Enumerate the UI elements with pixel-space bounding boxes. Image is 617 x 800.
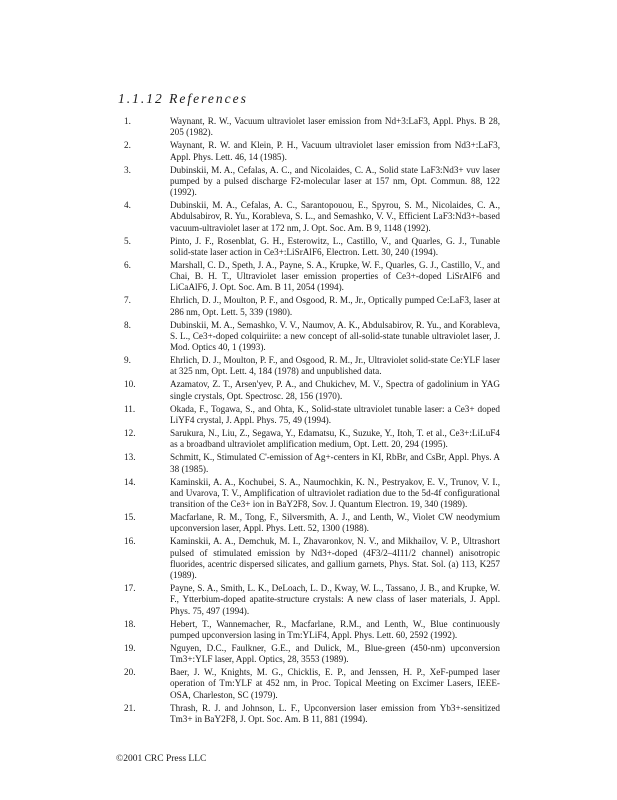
reference-number: 19. [124, 642, 136, 653]
reference-list [122, 116, 500, 727]
reference-text: Azamatov, Z. T., Arsen'yev, P. A., and Chukichev, M. V., Spectra of gadolinium in YAG single crystals, Opt. Spectrosc. 28, 156 (1970). [170, 379, 500, 401]
reference-number: 5. [124, 235, 131, 246]
reference-item [122, 512, 500, 534]
reference-number: 18. [124, 618, 136, 629]
reference-item [122, 116, 500, 138]
reference-text: Hebert, T., Wannemacher, R., Macfarlane, R.M., and Lenth, W., Blue continuously pumped upconversion lasing in Tm:YLiF4, Appl. Phys. Lett. 60, 2592 (1992). [170, 618, 500, 640]
reference-item [122, 236, 500, 258]
section-heading: 1.1.12 References [118, 91, 248, 106]
reference-text: Pinto, J. F., Rosenblat, G. H., Esterowitz, L., Castillo, V., and Quarles, G. J., Tunable solid-state laser action in Ce3+:LiSrAlF6, Electron. Lett. 30, 240 (1994). [170, 235, 500, 257]
reference-text: Ehrlich, D. J., Moulton, P. F., and Osgood, R. M., Jr., Optically pumped Ce:LaF3, laser at 286 nm, Opt. Lett. 5, 339 (1980). [170, 295, 500, 317]
reference-item [122, 260, 500, 294]
reference-item [122, 295, 500, 317]
reference-text: Dubinskii, M. A., Cefalas, A. C., and Nicolaides, C. A., Solid state LaF3:Nd3+ vuv laser pumped by a pulsed discharge F2-molecular laser at 157 nm, Opt. Commun. 88, 122 (1992). [170, 164, 500, 197]
reference-text: Sarukura, N., Liu, Z., Segawa, Y., Edamatsu, K., Suzuke, Y., Itoh, T. et al., Ce3+:LiLuF4 as a broadband ultraviolet amplification medium, Opt. Lett. 20, 294 (1995). [170, 428, 500, 450]
reference-number: 15. [124, 512, 136, 523]
reference-item [122, 619, 500, 641]
reference-number: 10. [124, 379, 136, 390]
reference-text: Marshall, C. D., Speth, J. A., Payne, S. A., Krupke, W. F., Quarles, G. J., Castillo, V., and Chai, B. H. T., Ultraviolet laser emission properties of Ce3+-doped LiSrAlF6 and LiCaAlF6, J. Opt. Soc. Am. B 11, 2054 (1994). [170, 259, 500, 293]
reference-item [122, 452, 500, 474]
reference-item [122, 643, 500, 665]
reference-text: Schmitt, K., Stimulated C'-emission of Ag+-centers in KI, RbBr, and CsBr, Appl. Phys. A 38 (1985). [170, 452, 500, 474]
reference-text: Kaminskii, A. A., Kochubei, S. A., Naumochkin, K. N., Pestryakov, E. V., Trunov, V. I., and Uvarova, T. V., Amplification of ultraviolet radiation due to the 5d-4f configurational transition of the Ce3+ ion in BaY2F8, Sov. J. Quantum Electron. 19, 340 (1989). [170, 476, 500, 510]
reference-number: 4. [124, 200, 131, 211]
reference-text: Waynant, R. W., Vacuum ultraviolet laser emission from Nd+3:LaF3, Appl. Phys. B 28, 205 (1982). [170, 116, 500, 138]
reference-text: Ehrlich, D. J., Moulton, P. F., and Osgood, R. M., Jr., Ultraviolet solid-state Ce:YLF laser at 325 nm, Opt. Lett. 4, 184 (1978) and unpublished data. [170, 355, 500, 377]
reference-text: Waynant, R. W. and Klein, P. H., Vacuum ultraviolet laser emission from Nd3+:LaF3, Appl. Phys. Lett. 46, 14 (1985). [170, 140, 500, 162]
reference-number: 6. [124, 259, 131, 270]
reference-item [122, 165, 500, 199]
reference-number: 20. [124, 667, 136, 678]
reference-text: Payne, S. A., Smith, L. K., DeLoach, L. D., Kway, W. L., Tassano, J. B., and Krupke, W. F., Ytterbium-doped apatite-structure crystals: A new class of laser materials, J. Appl. Phys. 75, 497 (1994). [170, 583, 500, 616]
reference-item [122, 200, 500, 234]
reference-number: 14. [124, 476, 136, 487]
reference-text: Thrash, R. J. and Johnson, L. F., Upconversion laser emission from Yb3+-sensitized Tm3+ in BaY2F8, J. Opt. Soc. Am. B 11, 881 (1994). [170, 702, 500, 724]
reference-text: Okada, F., Togawa, S., and Ohta, K., Solid-state ultraviolet tunable laser: a Ce3+ doped LiYF4 crystal, J. Appl. Phys. 75, 49 (1994). [170, 403, 500, 425]
reference-item [122, 404, 500, 426]
reference-number: 7. [124, 295, 131, 306]
reference-item [122, 477, 500, 511]
reference-item [122, 320, 500, 354]
reference-text: Nguyen, D.C., Faulkner, G.E., and Dulick, M., Blue-green (450-nm) upconversion Tm3+:YLF laser, Appl. Optics, 28, 3553 (1989). [170, 642, 500, 665]
reference-number: 2. [124, 140, 131, 151]
reference-item [122, 667, 500, 701]
reference-item [122, 140, 500, 162]
reference-number: 11. [124, 403, 136, 414]
reference-number: 21. [124, 702, 136, 713]
reference-number: 9. [124, 355, 131, 366]
reference-text: Dubinskii, M. A., Semashko, V. V., Naumov, A. K., Abdulsabirov, R. Yu., and Korableva, S. L., Ce3+-doped colquiriite: a new concept of all-solid-state tunable ultraviolet laser, J. Mod. Optics 40, 1 (1993). [170, 319, 500, 353]
copyright-footer: ©2001 CRC Press LLC [116, 754, 207, 764]
reference-item [122, 355, 500, 377]
reference-item [122, 583, 500, 617]
reference-item [122, 379, 500, 401]
reference-item [122, 428, 500, 450]
reference-text: Macfarlane, R. M., Tong, F., Silversmith, A. J., and Lenth, W., Violet CW neodymium upconversion laser, Appl. Phys. Lett. 52, 1300 (1988). [170, 512, 500, 534]
reference-item [122, 703, 500, 725]
reference-item [122, 536, 500, 581]
reference-text: Baer, J. W., Knights, M. G., Chicklis, E. P., and Jenssen, H. P., XeF-pumped laser operation of Tm:YLF at 452 nm, in Proc. Topical Meeting on Excimer Lasers, IEEE-OSA, Charleston, SC (1979). [170, 667, 500, 700]
reference-number: 8. [124, 319, 131, 330]
reference-text: Dubinskii, M. A., Cefalas, A. C., Sarantopouou, E., Spyrou, S. M., Nicolaides, C. A., Abdulsabirov, R. Yu., Korableva, S. L., and Semashko, V. V., Efficient LaF3:Nd3+-based vacuum-ultraviolet laser at 172 nm, J. Opt. Soc. Am. B 9, 1148 (1992). [170, 200, 500, 233]
reference-number: 17. [124, 583, 136, 594]
reference-number: 16. [124, 536, 136, 547]
reference-number: 12. [124, 428, 136, 439]
reference-number: 1. [124, 116, 131, 126]
reference-number: 3. [124, 164, 131, 175]
reference-text: Kaminskii, A. A., Demchuk, M. I., Zhavaronkov, N. V., and Mikhailov, V. P., Ultrashort pulsed of stimulated emission by Nd3+-doped (4F3/2–4I11/2 channel) anisotropic fluorides, acentric dispersed silicates, and gallium garnets, Phys. Stat. Sol. (a) 113, K257 (1989). [170, 536, 500, 581]
reference-number: 13. [124, 452, 136, 463]
